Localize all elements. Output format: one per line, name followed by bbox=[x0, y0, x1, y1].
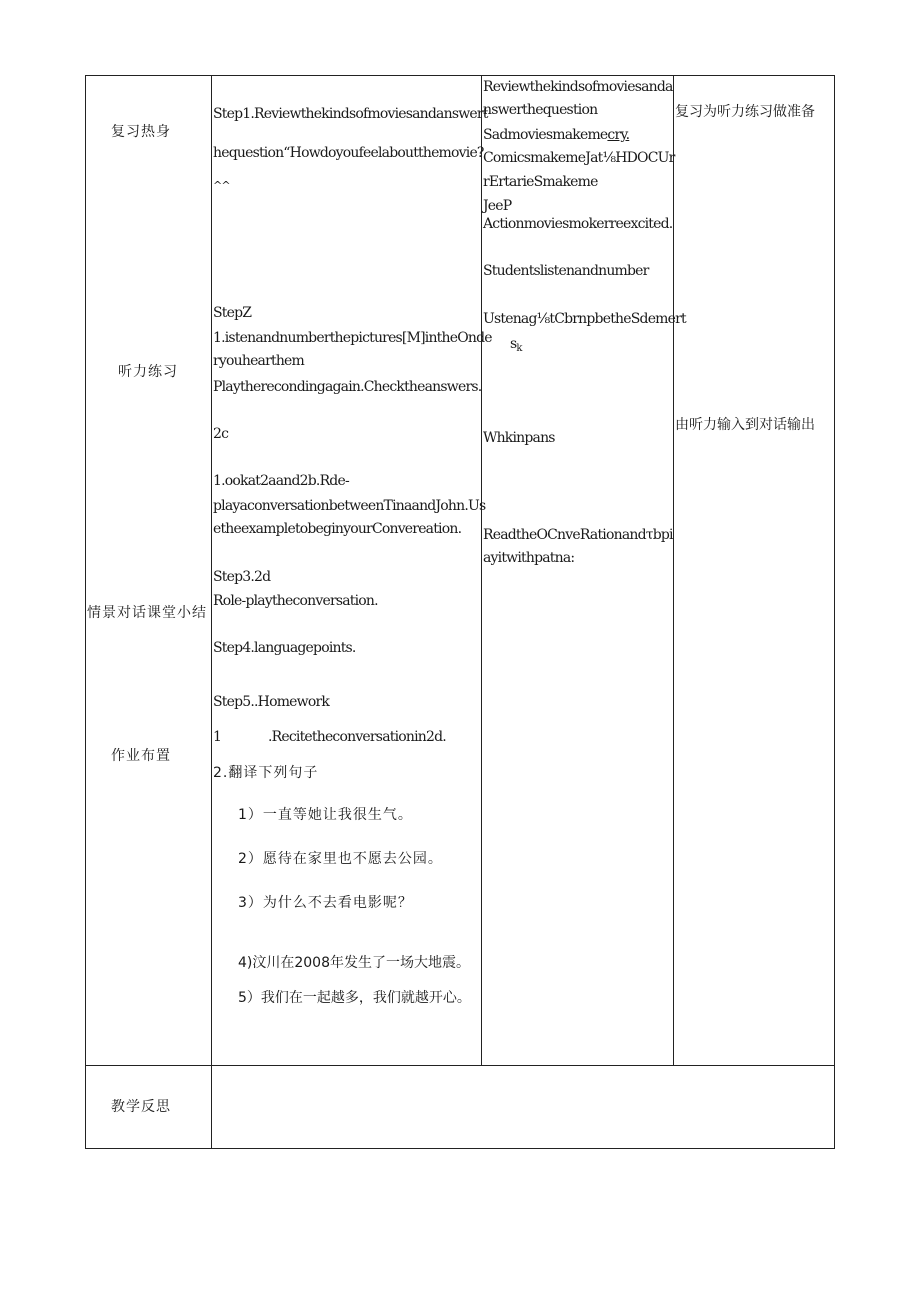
student-line-3-main: Sadmoviesmakeme bbox=[483, 127, 608, 143]
step2-line3: Playtherecondingagain.Checktheanswers. bbox=[213, 379, 482, 395]
student-listen-number: Studentslistenandnumber bbox=[483, 263, 649, 279]
step2c-line2: playaconversationbetweenTinaandJohn.Us bbox=[213, 498, 486, 514]
step2c-line1: 1.ookat2aand2b.Rde- bbox=[213, 473, 349, 489]
translation-sentence-4: 4)汶川在2008年发生了一场大地震。 bbox=[238, 955, 470, 971]
step2-line1: 1.istenandnumberthepictures[M]intheOnde bbox=[213, 330, 492, 346]
translation-sentence-1: 1）一直等她让我很生气。 bbox=[238, 807, 413, 823]
section-label-warmup: 复习热身 bbox=[111, 124, 171, 140]
table-col-divider-1 bbox=[211, 75, 212, 1149]
student-line-6: JeeP bbox=[483, 198, 512, 214]
section-label-reflection: 教学反思 bbox=[111, 1099, 171, 1115]
design-intent-listening: 由听力输入到对话输出 bbox=[675, 417, 815, 433]
translation-sentence-3: 3）为什么不去看电影呢？ bbox=[238, 895, 413, 911]
table-border-left bbox=[85, 75, 86, 1149]
student-line-listening-check: Ustenag⅛tCbrnpbetheSdemert bbox=[483, 311, 686, 327]
design-intent-warmup: 复习为听力练习做准备 bbox=[675, 104, 815, 120]
step2c-title: 2c bbox=[213, 426, 229, 442]
section-label-listening: 听力练习 bbox=[118, 364, 178, 380]
student-line-4: ComicsmakemeJat⅛HDOCUr bbox=[483, 150, 675, 166]
homework-item-1-number: 1 bbox=[213, 729, 222, 745]
student-line-5: rErtarieSmakeme bbox=[483, 174, 598, 190]
homework-item-2: 2.翻译下列句子 bbox=[213, 765, 319, 781]
translation-sentence-2: 2）愿待在家里也不愿去公园。 bbox=[238, 851, 443, 867]
student-line-7: Actionmoviesmokerreexcited. bbox=[483, 216, 673, 232]
student-line-listening-check-end: $s_k$ bbox=[510, 336, 522, 354]
student-read-line-2: ayitwithpatna: bbox=[483, 550, 575, 566]
student-line-2: nswerthequestion bbox=[483, 102, 598, 118]
table-border-right bbox=[834, 75, 835, 1149]
step1-line3: ^^ bbox=[213, 179, 230, 192]
table-row-divider bbox=[85, 1065, 835, 1066]
section-label-homework: 作业布置 bbox=[111, 748, 171, 764]
student-work-in-pairs: Whkinpans bbox=[483, 430, 555, 446]
student-line-3-underlined: cry. bbox=[607, 127, 630, 143]
student-line-1: Reviewthekindsofmoviesanda bbox=[483, 79, 673, 95]
step4-title: Step4.languagepoints. bbox=[213, 640, 356, 656]
step3-title: Step3.2d bbox=[213, 569, 271, 585]
student-line-3 bbox=[483, 125, 629, 145]
step3-line1: Role-playtheconversation. bbox=[213, 593, 378, 609]
step2-title: StepZ bbox=[213, 305, 252, 321]
table-border-bottom bbox=[85, 1148, 835, 1149]
section-label-dialogue-summary: 情景对话课堂小结 bbox=[87, 605, 207, 621]
step1-line1: Step1.Reviewthekindsofmoviesandanswert bbox=[213, 106, 488, 122]
homework-item-1-text: .Recitetheconversationin2d. bbox=[268, 729, 446, 745]
step2-line2: ryouhearthem bbox=[213, 353, 304, 369]
student-read-line-1: ReadtheOCnveRationandτbpi bbox=[483, 527, 673, 543]
translation-sentence-5: 5）我们在一起越多，我们就越开心。 bbox=[238, 990, 471, 1006]
table-border-top bbox=[85, 75, 835, 76]
step5-title: Step5..Homework bbox=[213, 694, 330, 710]
step2c-line3: etheexampletobeginyourConvereation. bbox=[213, 521, 462, 537]
table-col-divider-2 bbox=[481, 75, 482, 1066]
table-col-divider-3 bbox=[673, 75, 674, 1066]
step1-line2: hequestion“Howdoyoufeelaboutthemovie? bbox=[213, 145, 484, 161]
